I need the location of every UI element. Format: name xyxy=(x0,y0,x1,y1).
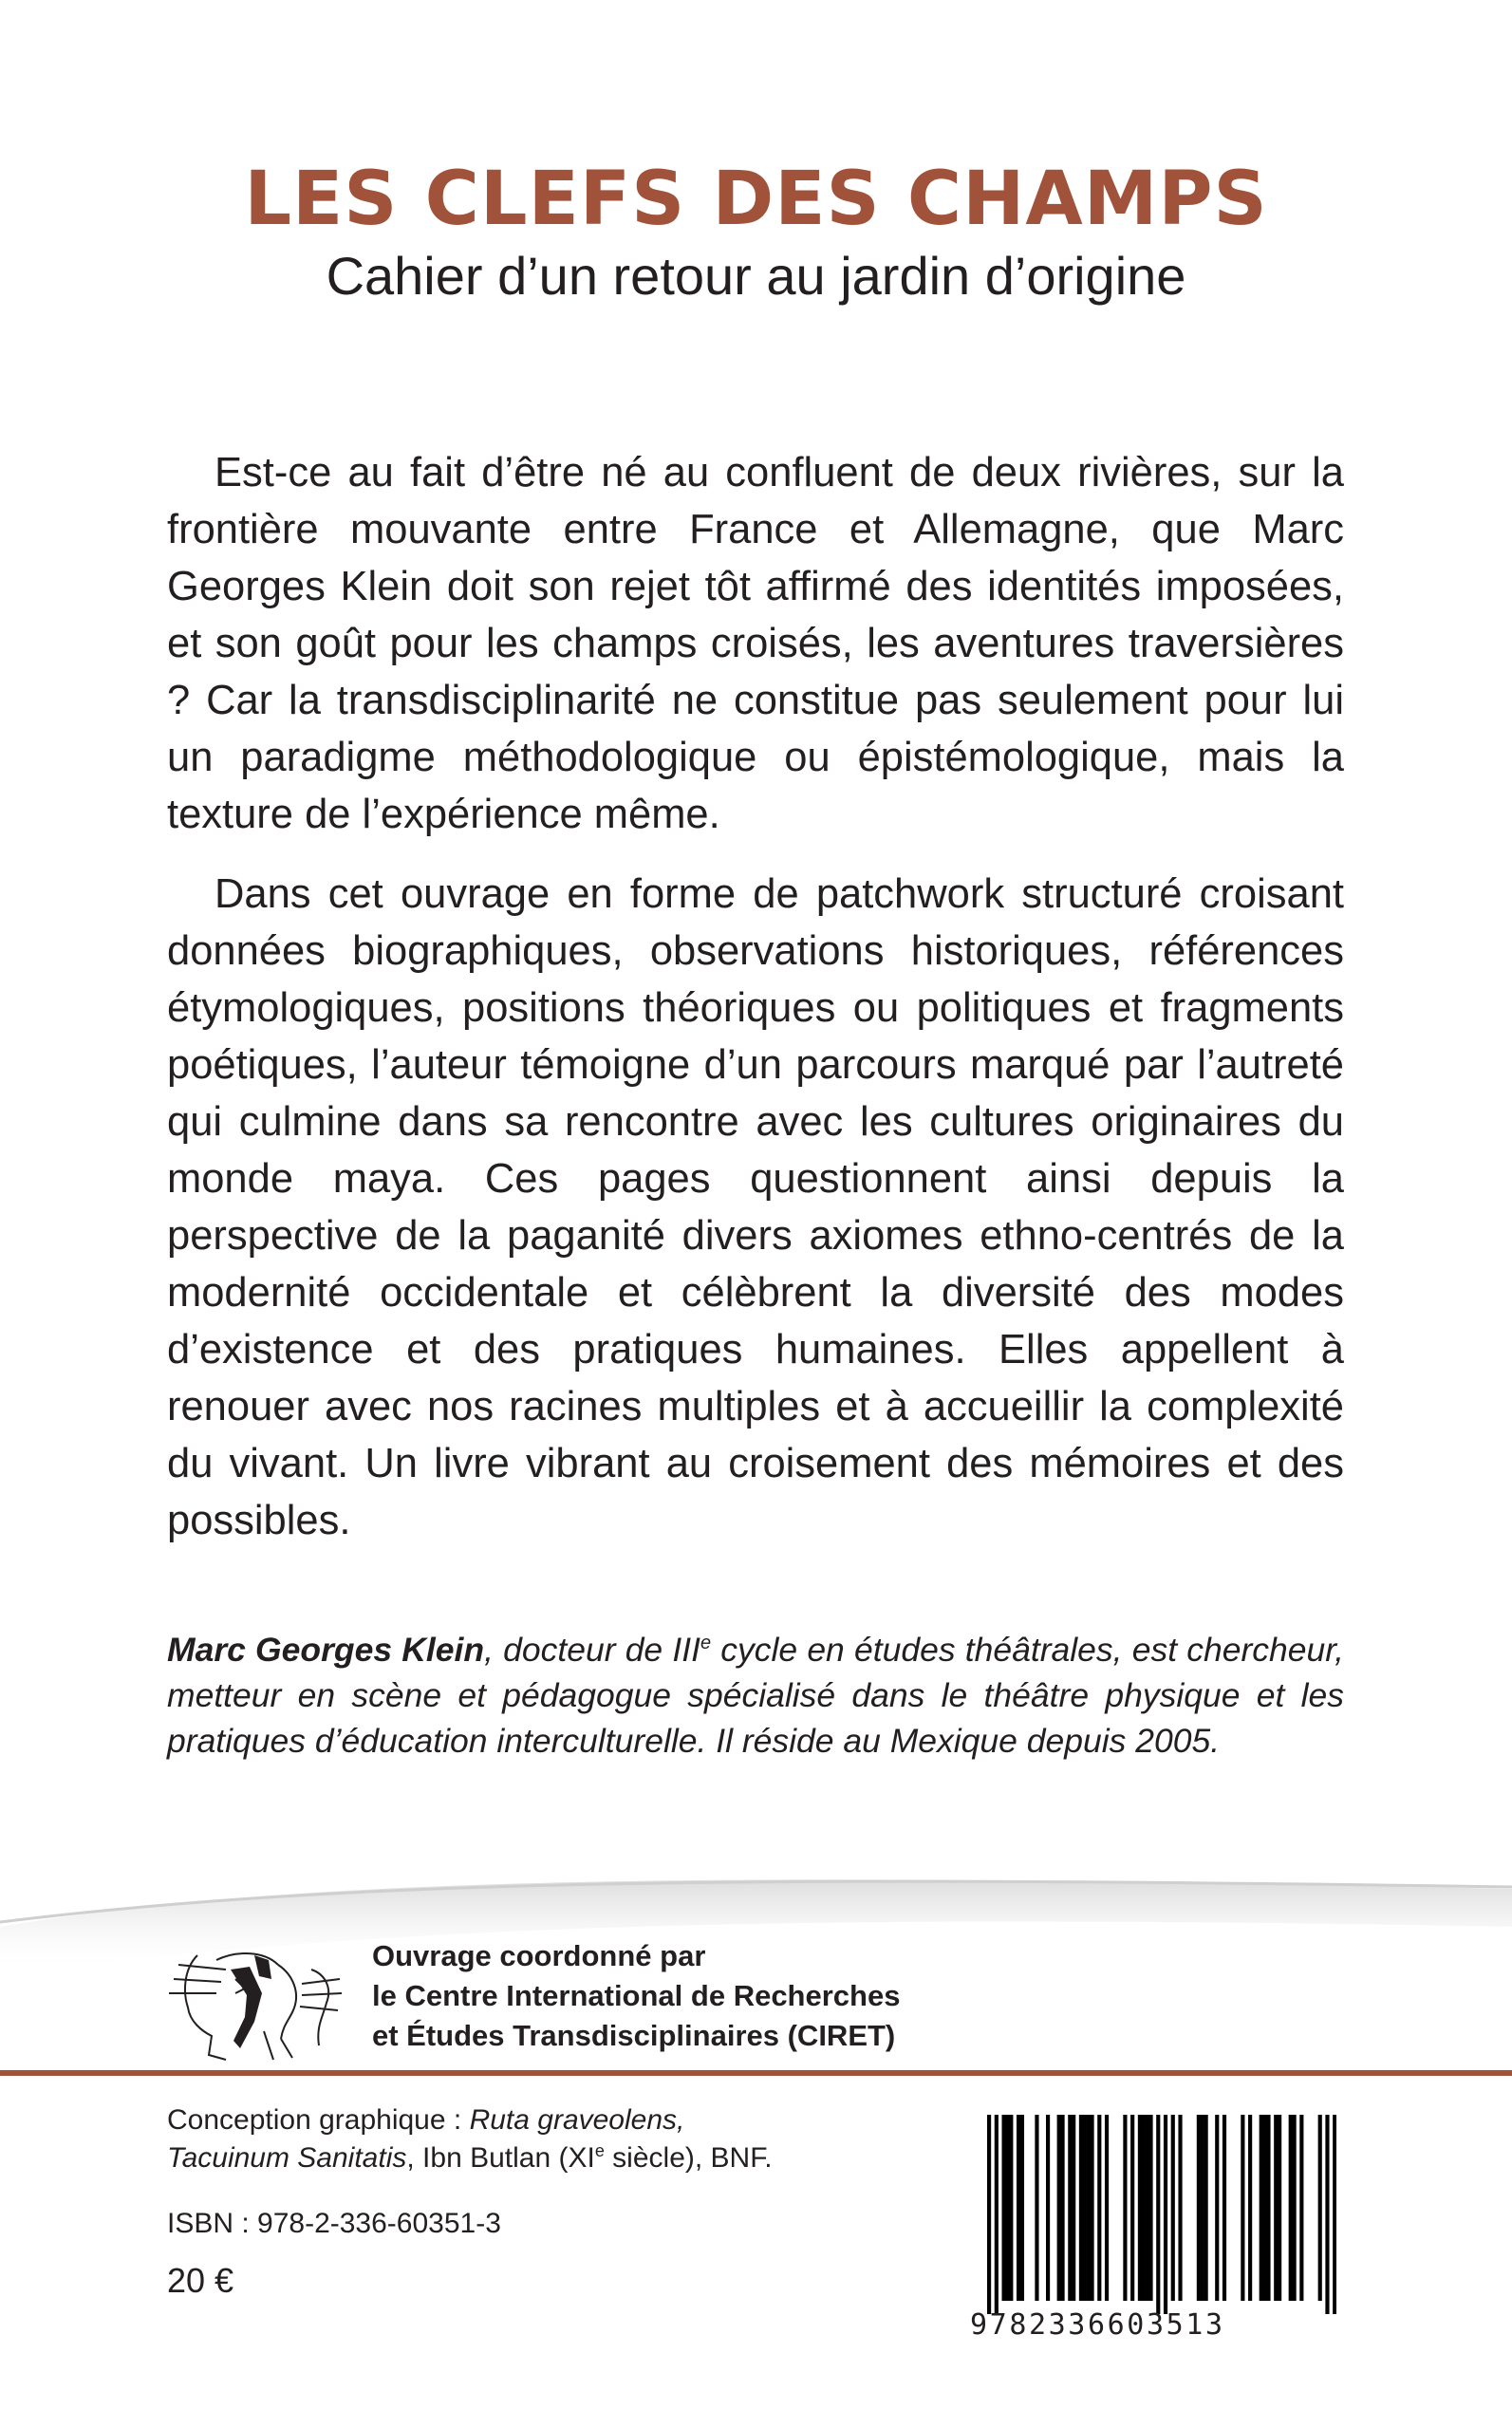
barcode-bar xyxy=(1090,2115,1093,2301)
credits-source: Tacuinum Sanitatis xyxy=(167,2142,407,2174)
design-credits xyxy=(167,2101,773,2177)
divider-rule xyxy=(0,2070,1512,2076)
credits-source-rest-1: , Ibn Butlan (XI xyxy=(406,2142,595,2174)
blurb-paragraph-2: Dans cet ouvrage en forme de patchwork structuré croisant données biographiques, observations historiques, références étymologiques, positions théoriques ou politiques et fragments poétiques, l’auteur témoigne d’un parcours marqué par l’autreté qui culmine dans sa rencontre avec les cultures originaires du monde maya. Ces pages questionnent ainsi depuis la perspective de la paganité divers axiomes ethno-centrés de la modernité occidentale et célèbrent la diversité des modes d’existence et des pratiques humaines. Elles appellent à renouer avec nos racines multiples et à accueillir la complexité du vivant. Un livre vibrant au croisement des mémoires et des possibles. xyxy=(167,871,1344,1543)
barcode-bar xyxy=(1299,2115,1303,2301)
credits-source-rest-2: siècle), BNF. xyxy=(604,2142,773,2174)
barcode-bar xyxy=(1148,2115,1152,2301)
ciret-line-1: Ouvrage coordonné par xyxy=(372,1939,706,1972)
barcode-bar xyxy=(1223,2115,1226,2301)
barcode-bar xyxy=(1068,2115,1072,2301)
barcode-icon xyxy=(987,2115,1336,2314)
barcode-bar xyxy=(1057,2115,1061,2301)
barcode-bar xyxy=(1005,2115,1009,2301)
barcode-bar xyxy=(995,2115,999,2314)
barcode-bar xyxy=(1293,2115,1297,2301)
barcode-bar xyxy=(1325,2115,1329,2314)
barcode-bar xyxy=(1171,2115,1175,2301)
barcode-bar xyxy=(1020,2115,1024,2301)
barcode-bar xyxy=(1215,2115,1219,2301)
barcode-bar xyxy=(1079,2115,1083,2301)
price: 20 € xyxy=(167,2261,234,2300)
author-bio-text-2: cycle en études théâtrales, est chercheur, metteur en scène et pédagogue spécialisé dans le théâtre physique et les pratiques d’éducation interculturelle. Il réside au Mexique depuis 2005. xyxy=(167,1631,1344,1760)
blurb-paragraph-1: Est-ce au fait d’être né au confluent de deux rivières, sur la frontière mouvante entre France et Allemagne, que Marc Georges Klein doit son rejet tôt affirmé des identités imposées, et son goût pour les champs croisés, les aventures traversières ? Car la transdisciplinarité ne constitue pas seulement pour lui un paradigme méthodologique ou épistémologique, mais la texture de l’expérience même. xyxy=(167,450,1344,837)
barcode-bar xyxy=(1289,2115,1293,2301)
ciret-faces-logo-icon xyxy=(159,1927,349,2069)
barcode-bar xyxy=(1266,2115,1270,2301)
barcode-bar xyxy=(1248,2115,1252,2301)
barcode-bar xyxy=(1138,2115,1142,2301)
barcode-bar xyxy=(1318,2115,1322,2301)
author-bio-sup: e xyxy=(700,1633,712,1654)
barcode-bar xyxy=(1130,2115,1134,2301)
barcode-bar xyxy=(987,2115,991,2314)
author-bio-text-1: , docteur de III xyxy=(484,1631,700,1669)
barcode-bar xyxy=(1060,2115,1064,2301)
barcode-bar xyxy=(1241,2115,1244,2301)
barcode-bar xyxy=(1204,2115,1208,2301)
barcode-bar xyxy=(1072,2115,1075,2301)
barcode-bar xyxy=(1097,2115,1101,2301)
barcode-bar xyxy=(1146,2115,1149,2301)
credits-label: Conception graphique : xyxy=(167,2104,470,2136)
barcode-bar xyxy=(1156,2115,1160,2314)
ciret-credit xyxy=(372,1936,900,2056)
barcode-bar xyxy=(1164,2115,1167,2314)
barcode-bar xyxy=(1083,2115,1087,2301)
author-bio xyxy=(167,1627,1344,1764)
credits-sup: e xyxy=(594,2141,605,2160)
ciret-line-3: et Études Transdisciplinaires (CIRET) xyxy=(372,2019,896,2052)
barcode-bar xyxy=(1278,2115,1281,2301)
barcode-bar xyxy=(1046,2115,1050,2301)
isbn: ISBN : 978-2-336-60351-3 xyxy=(167,2208,501,2239)
barcode-bar xyxy=(1123,2115,1127,2301)
barcode-bar xyxy=(1142,2115,1146,2301)
barcode-bar xyxy=(1105,2115,1109,2301)
credits-work: Ruta graveolens, xyxy=(469,2104,685,2136)
barcode-bar xyxy=(1009,2115,1013,2301)
barcode-bar xyxy=(1001,2115,1005,2301)
barcode-bar xyxy=(1087,2115,1091,2301)
barcode-bar xyxy=(1333,2115,1336,2314)
barcode-bar xyxy=(1201,2115,1204,2301)
barcode-bar xyxy=(1197,2115,1201,2301)
ciret-line-2: le Centre International de Recherches xyxy=(372,1979,901,2012)
barcode-bar xyxy=(1017,2115,1020,2301)
barcode-digits: 9782336603513 xyxy=(970,2308,1225,2342)
barcode-bar xyxy=(1260,2115,1263,2301)
book-subtitle: Cahier d’un retour au jardin d’origine xyxy=(326,246,1186,306)
barcode-bar xyxy=(1263,2115,1267,2301)
barcode-bar xyxy=(1178,2115,1182,2301)
barcode-bar xyxy=(1035,2115,1038,2301)
book-title: LES CLEFS DES CHAMPS xyxy=(244,157,1268,242)
author-name: Marc Georges Klein xyxy=(167,1631,485,1669)
barcode-bar xyxy=(1274,2115,1278,2301)
